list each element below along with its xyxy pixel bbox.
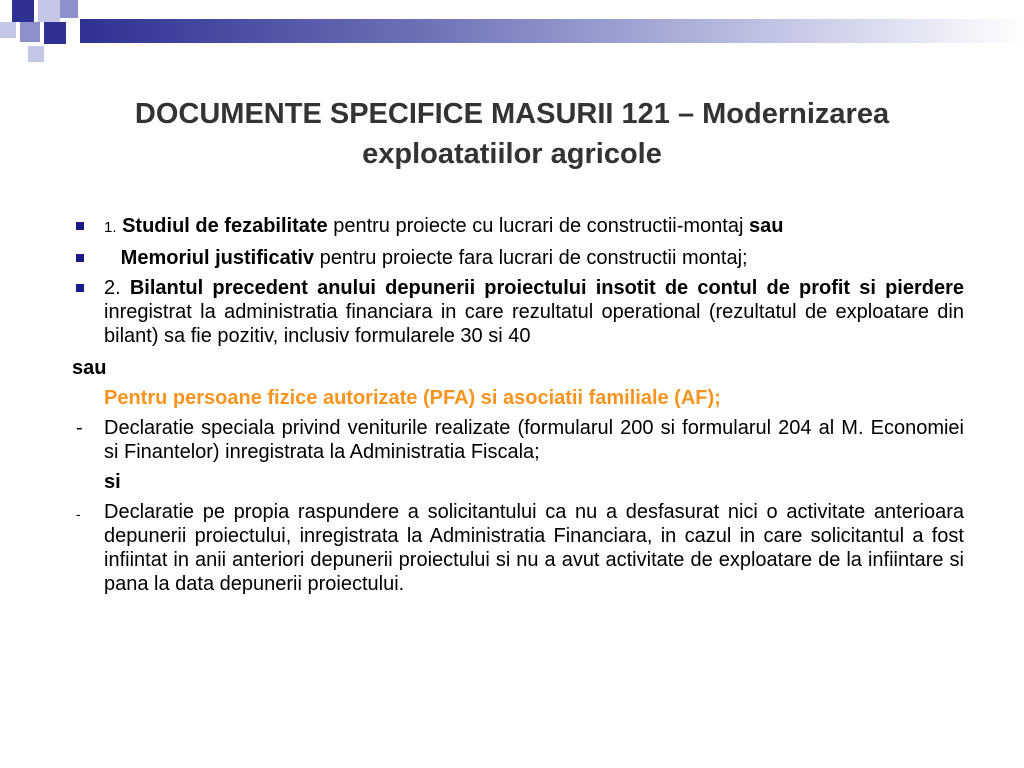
item-bold-text: Bilantul precedent anului depunerii proiectului insotit de contul de profit si pierdere [129, 277, 964, 299]
item-text: Declaratie pe propia raspundere a solicitantului ca nu a desfasurat nici o activitate anterioara depunerii proiectului, inregistrata la Administratia Financiara, in cazul in care solicitantul a fost infiintat in anii anteriori depunerii proiectului si nu a avut activitate de exploatare de la infiintare si pana la data depunerii proiectului. [104, 501, 964, 595]
deco-square [0, 22, 16, 38]
page-title [40, 94, 984, 174]
si-separator [72, 470, 964, 494]
list-item-bilant [72, 276, 964, 348]
square-bullet-icon [76, 222, 84, 230]
header-gradient-bar [80, 19, 1024, 43]
item-bold-text: Memoriul justificativ [120, 247, 315, 269]
deco-square [28, 46, 44, 62]
deco-square [20, 22, 40, 42]
item-text: Declaratie speciala privind veniturile realizate (formularul 200 si formularul 204 al M. Economiei si Finantelor) inregistrata la Administratia Fiscala; [104, 417, 964, 463]
item-number: 2. [104, 277, 121, 299]
item-text: pentru proiecte cu lucrari de constructii-montaj [327, 215, 749, 237]
item-number: 1. [104, 219, 117, 236]
item-tail-bold: sau [748, 215, 784, 237]
item-bold-text: Studiul de fezabilitate [122, 215, 328, 237]
list-item-declaratie-proprie [72, 500, 964, 596]
list-item-studiu-fezabilitate [72, 214, 964, 240]
square-bullet-icon [76, 284, 84, 292]
item-text: inregistrat la administratia financiara in care rezultatul operational (rezultatul de exploatare din bilant) sa fie pozitiv, inclusiv formularele 30 si 40 [104, 301, 964, 347]
deco-square [60, 0, 78, 18]
dash-marker: - [76, 506, 81, 522]
square-bullet-icon [76, 254, 84, 262]
si-label: si [104, 471, 121, 493]
pfa-heading [72, 386, 964, 410]
item-text: pentru proiecte fara lucrari de constructii montaj; [314, 247, 748, 269]
document-body [72, 214, 964, 596]
deco-square [44, 22, 66, 44]
deco-square [38, 0, 60, 22]
pfa-heading-text: Pentru persoane fizice autorizate (PFA) si asociatii familiale (AF); [104, 387, 721, 409]
sau-label: sau [72, 357, 107, 379]
page-title-line2: exploatatiilor agricole [362, 138, 662, 170]
dash-marker: - [76, 417, 83, 439]
list-item-memoriu-justificativ [72, 246, 964, 270]
page-title-line1: DOCUMENTE SPECIFICE MASURII 121 – Modernizarea [134, 98, 890, 130]
deco-square [12, 0, 34, 22]
sau-separator [72, 356, 964, 380]
list-item-declaratie-speciala [72, 416, 964, 464]
